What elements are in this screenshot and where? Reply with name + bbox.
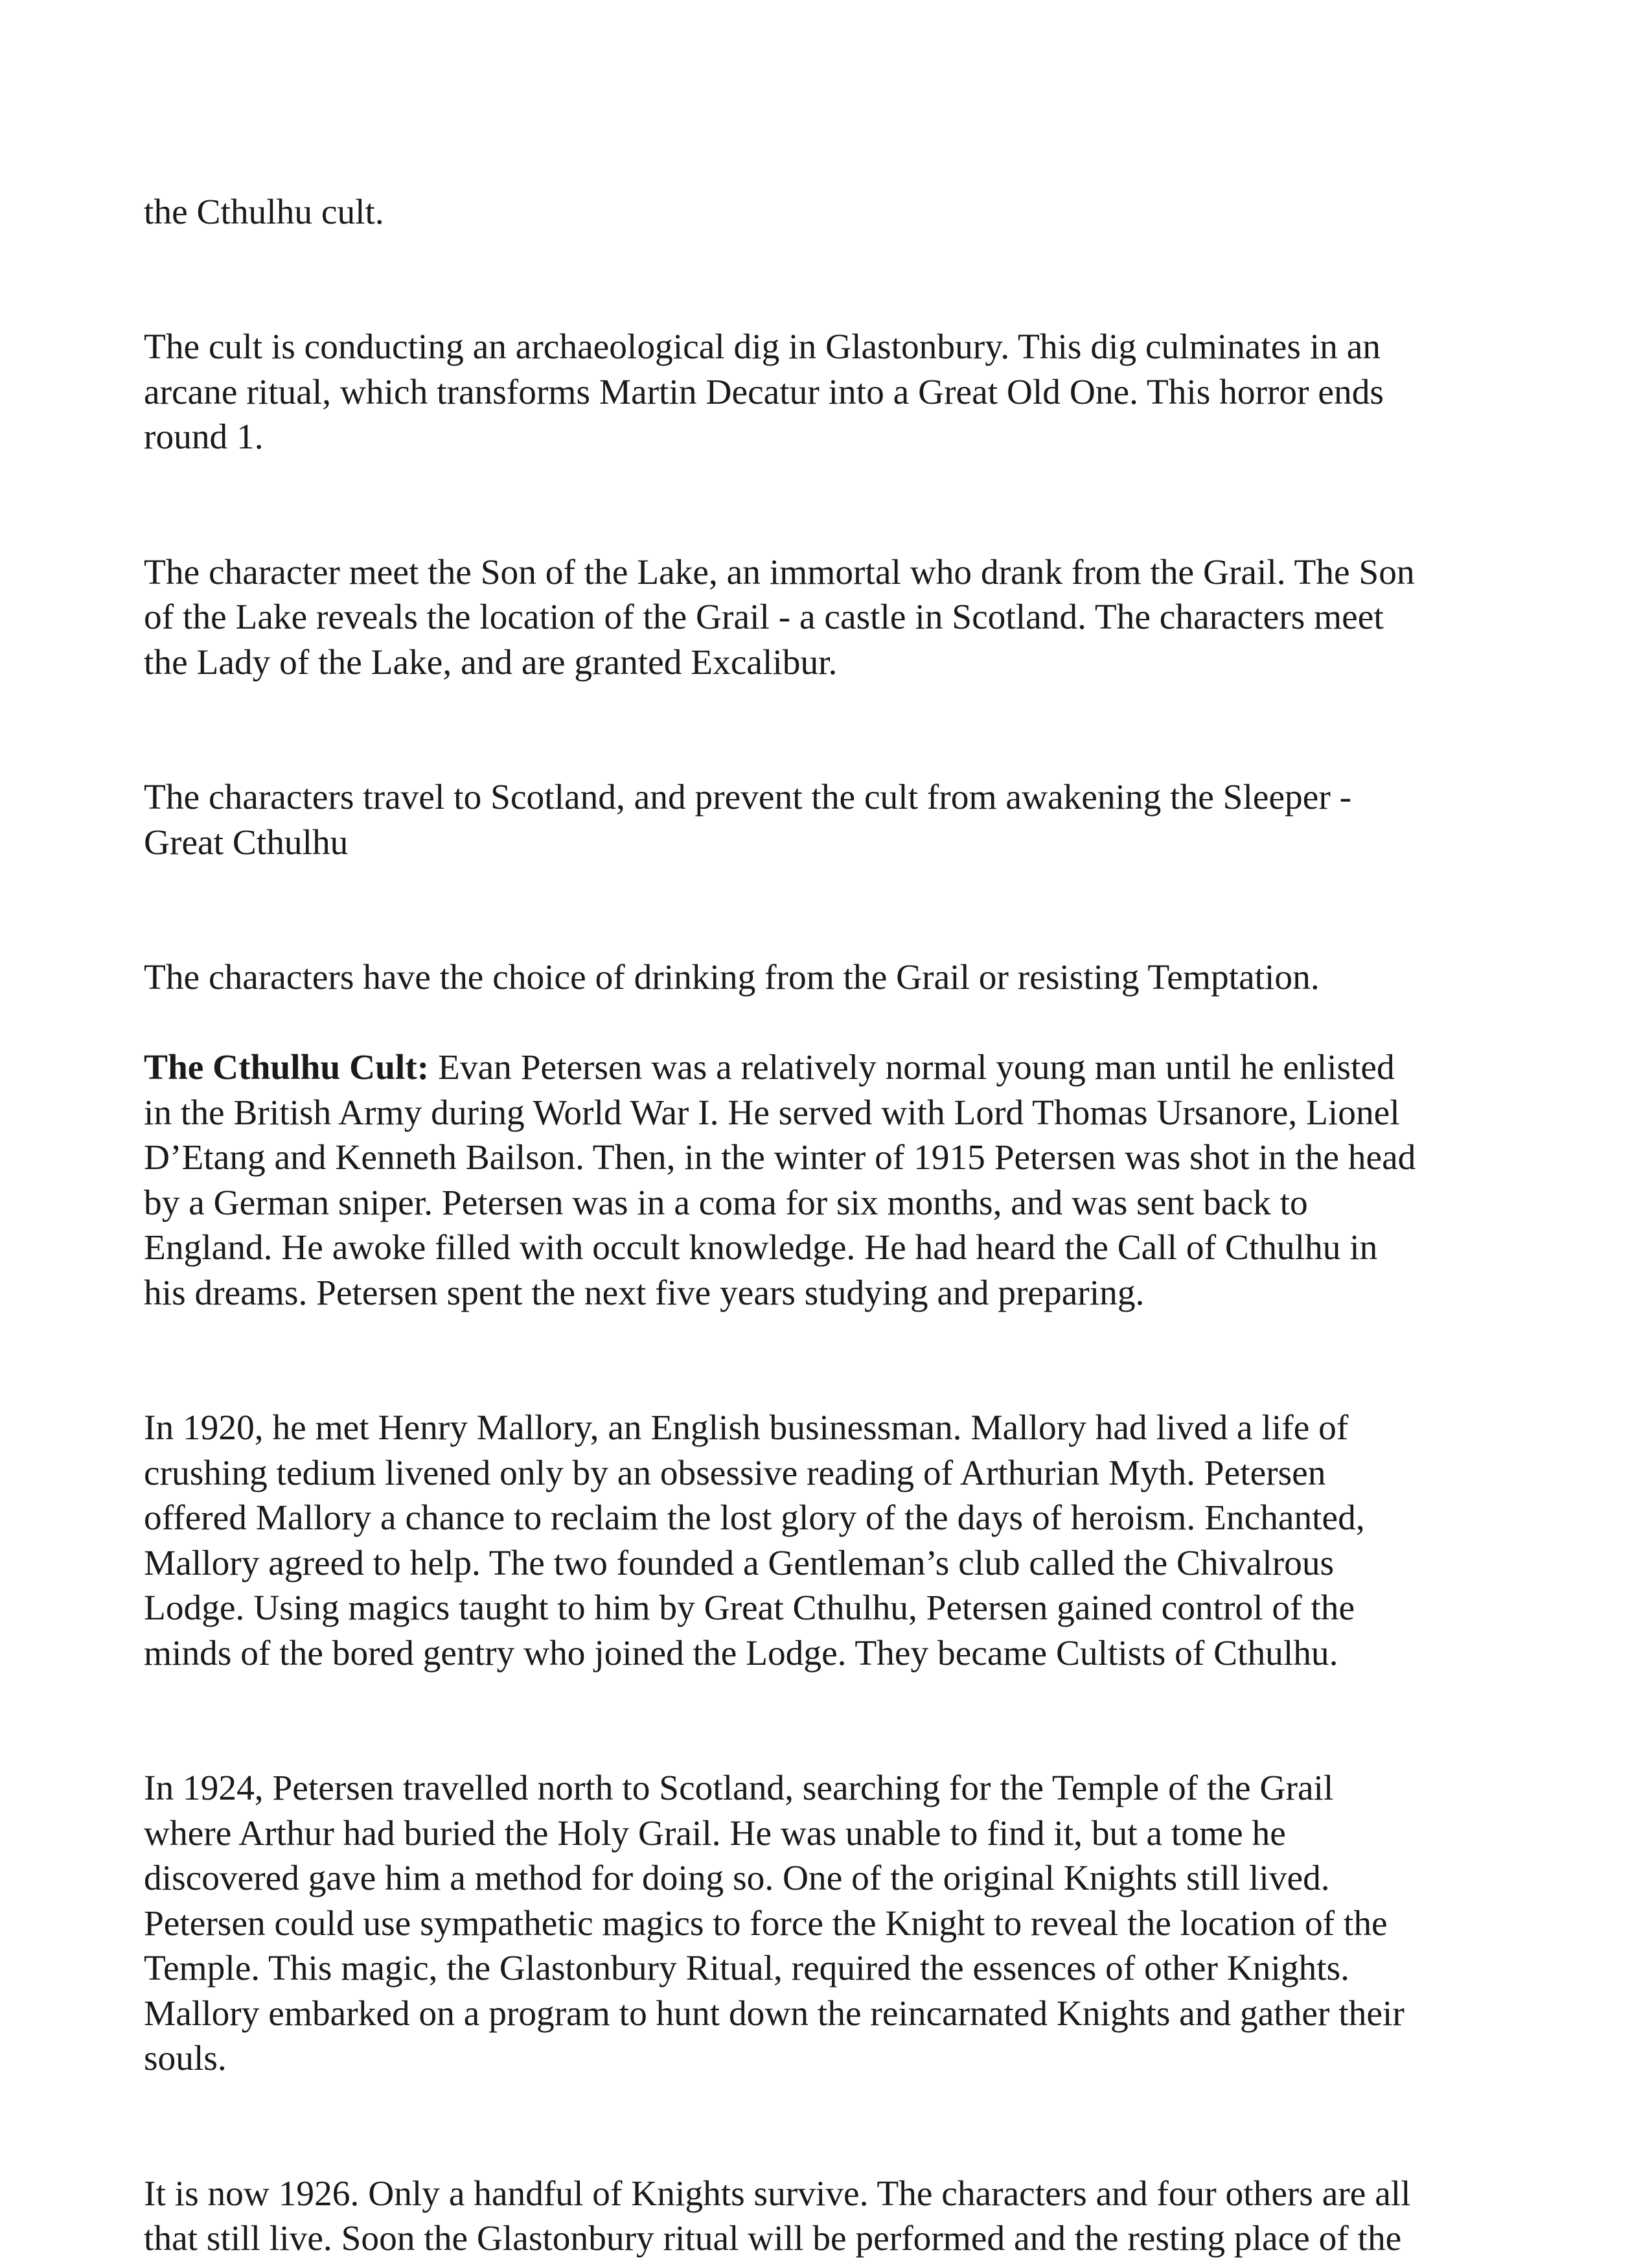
paragraph-glastonbury-dig: [144, 279, 1490, 459]
paragraph-text: Evan Petersen was a relatively normal young man until he enlisted in the British Army during World War I. He served with Lord Thomas Ursanore, Lionel D’Etang and Kenneth Bailson. Then, in the winter of 1915 Petersen was shot in the head by a German sniper. Petersen was in a coma for six months, and was sent back to England. He awoke filled with occult knowledge. He had heard the Call of Cthulhu in his dreams. Petersen spent the next five years studying and preparing.: [144, 1047, 1416, 1312]
paragraph-text: It is now 1926. Only a handful of Knights survive. The characters and four others are all that still live. Soon the Glastonbury ritual will be performed and the resting place of the: [144, 2173, 1411, 2258]
paragraph-text: The cult is conducting an archaeological dig in Glastonbury. This dig culminates in an arcane ritual, which transforms Martin Decatur into a Great Old One. This horror ends round 1.: [144, 327, 1384, 456]
paragraph-text: In 1924, Petersen travelled north to Scotland, searching for the Temple of the Grail where Arthur had buried the Holy Grail. He was unable to find it, but a tome he discovered gave him a method for doing so. One of the original Knights still lived. Petersen could use sympathetic magics to force the Knight to reveal the location of the Temple. This magic, the Glastonbury Ritual, required the essences of other Knights. Mallory embarked on a program to hunt down the reincarnated Knights and gather their souls.: [144, 1768, 1405, 2078]
paragraph-temple-of-grail: [144, 1721, 1490, 2081]
paragraph-son-of-the-lake: [144, 504, 1490, 684]
paragraph-text: The character meet the Son of the Lake, an immortal who drank from the Grail. The Son of the Lake reveals the location of the Grail - a castle in Scotland. The characters meet the Lady of the Lake, and are granted Excalibur.: [144, 551, 1415, 682]
paragraph-travel-scotland: [144, 730, 1490, 865]
paragraph-text: the Cthulhu cult.: [144, 191, 384, 231]
paragraph-text: In 1920, he met Henry Mallory, an English businessman. Mallory had lived a life of crushing tedium livened only by an obsessive reading of Arthurian Myth. Petersen offered Mallory a chance to reclaim the lost glory of the days of heroism. Enchanted, Mallory agreed to help. The two founded a Gentleman’s club called the Chivalrous Lodge. Using magics taught to him by Great Cthulhu, Petersen gained control of the minds of the bored gentry who joined the Lodge. They became Cultists of Cthulhu.: [144, 1408, 1365, 1673]
paragraph-grail-choice: [144, 910, 1490, 1000]
section-heading-cthulhu-cult: The Cthulhu Cult:: [144, 1047, 430, 1087]
paragraph-cthulhu-cult: [144, 1045, 1490, 1315]
paragraph-now-1926: [144, 2126, 1490, 2261]
paragraph-henry-mallory: [144, 1360, 1490, 1676]
paragraph-cult-intro: [144, 144, 1490, 234]
paragraph-text: The characters have the choice of drinking from the Grail or resisting Temptation.: [144, 957, 1320, 997]
paragraph-text: The characters travel to Scotland, and prevent the cult from awakening the Sleeper - Great Cthulhu: [144, 777, 1352, 862]
